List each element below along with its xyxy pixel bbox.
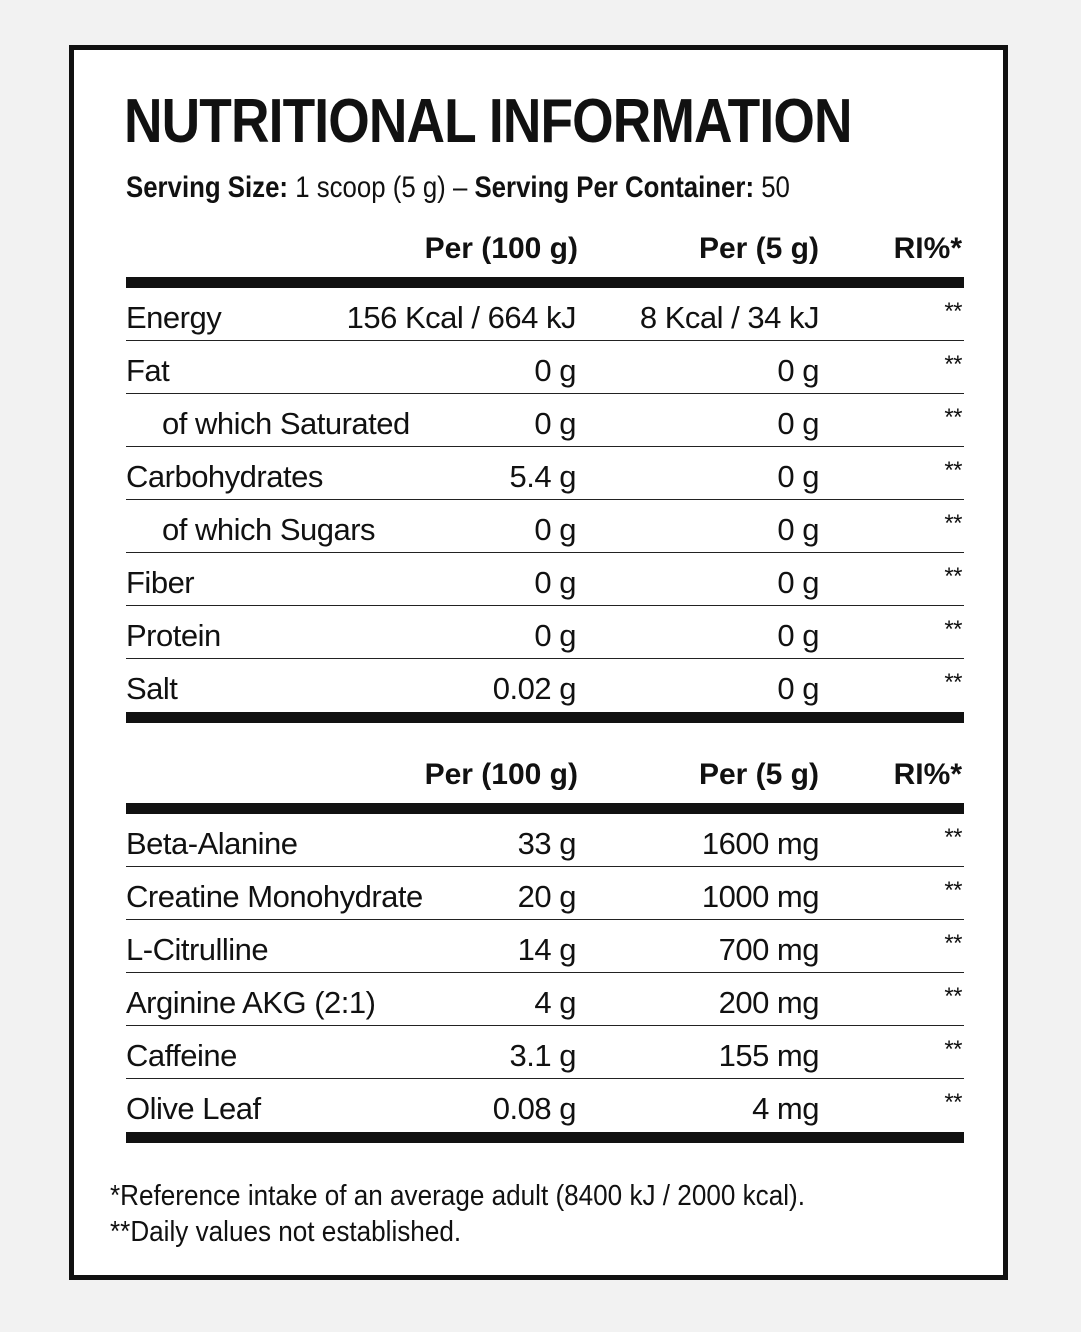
header-per-5g: Per (5 g) bbox=[698, 232, 819, 265]
row-per-100g: 14 g bbox=[517, 932, 576, 967]
nutrition-table-header bbox=[126, 221, 964, 288]
row-ri-percent: ** bbox=[944, 351, 962, 378]
header-per-100g: Per (100 g) bbox=[424, 758, 578, 791]
row-per-100g: 3.1 g bbox=[509, 1038, 576, 1073]
row-per-5g: 8 Kcal / 34 kJ bbox=[639, 300, 819, 335]
table-row bbox=[126, 920, 964, 973]
table-row bbox=[126, 867, 964, 920]
row-name: Beta-Alanine bbox=[126, 826, 298, 861]
row-name: of which Sugars bbox=[162, 512, 376, 547]
row-ri-percent: ** bbox=[944, 877, 962, 904]
row-per-5g: 0 g bbox=[777, 618, 819, 653]
nutrition-table-end-rule bbox=[126, 712, 964, 723]
ingredient-table-body bbox=[126, 814, 964, 1132]
row-per-5g: 200 mg bbox=[718, 985, 819, 1020]
table-row bbox=[126, 500, 964, 553]
row-name: Olive Leaf bbox=[126, 1091, 261, 1126]
serving-info bbox=[126, 168, 790, 208]
row-per-100g: 0 g bbox=[534, 512, 576, 547]
row-per-100g: 0 g bbox=[534, 618, 576, 653]
table-row bbox=[126, 659, 964, 712]
row-ri-percent: ** bbox=[944, 1089, 962, 1116]
row-name: Caffeine bbox=[126, 1038, 237, 1073]
ingredient-table bbox=[126, 747, 964, 1143]
row-ri-percent: ** bbox=[944, 1036, 962, 1063]
serving-per-container-value: 50 bbox=[754, 171, 790, 204]
row-per-5g: 700 mg bbox=[718, 932, 819, 967]
row-per-5g: 0 g bbox=[777, 671, 819, 706]
row-ri-percent: ** bbox=[944, 404, 962, 431]
row-per-100g: 156 Kcal / 664 kJ bbox=[346, 300, 576, 335]
row-per-5g: 155 mg bbox=[718, 1038, 819, 1073]
row-per-5g: 4 mg bbox=[752, 1091, 819, 1126]
row-per-5g: 0 g bbox=[777, 512, 819, 547]
serving-size-value: 1 scoop (5 g) – bbox=[288, 171, 475, 204]
row-name: Salt bbox=[126, 671, 178, 706]
header-per-5g: Per (5 g) bbox=[698, 758, 819, 791]
table-row bbox=[126, 1079, 964, 1132]
row-per-100g: 0.08 g bbox=[492, 1091, 576, 1126]
nutrition-table bbox=[126, 221, 964, 723]
row-per-100g: 33 g bbox=[517, 826, 576, 861]
row-per-5g: 1000 mg bbox=[701, 879, 819, 914]
row-name: of which Saturated bbox=[162, 406, 410, 441]
row-per-5g: 0 g bbox=[777, 459, 819, 494]
row-ri-percent: ** bbox=[944, 616, 962, 643]
row-ri-percent: ** bbox=[944, 930, 962, 957]
row-per-100g: 0 g bbox=[534, 353, 576, 388]
table-row bbox=[126, 553, 964, 606]
footnote-reference-intake: *Reference intake of an average adult (8400 kJ / 2000 kcal). bbox=[110, 1180, 805, 1212]
row-ri-percent: ** bbox=[944, 983, 962, 1010]
row-ri-percent: ** bbox=[944, 510, 962, 537]
serving-size-label: Serving Size: bbox=[126, 171, 289, 204]
table-row bbox=[126, 288, 964, 341]
row-per-100g: 0 g bbox=[534, 565, 576, 600]
table-row bbox=[126, 973, 964, 1026]
row-per-100g: 4 g bbox=[534, 985, 576, 1020]
label-title: NUTRITIONAL INFORMATION bbox=[124, 87, 852, 156]
row-per-100g: 0.02 g bbox=[492, 671, 576, 706]
nutrition-table-body bbox=[126, 288, 964, 712]
row-ri-percent: ** bbox=[944, 669, 962, 696]
table-row bbox=[126, 1026, 964, 1079]
table-row bbox=[126, 447, 964, 500]
row-name: Creatine Monohydrate bbox=[126, 879, 423, 914]
footnote-daily-values: **Daily values not established. bbox=[110, 1216, 462, 1248]
row-ri-percent: ** bbox=[944, 457, 962, 484]
row-ri-percent: ** bbox=[944, 824, 962, 851]
row-per-5g: 0 g bbox=[777, 406, 819, 441]
row-name: Energy bbox=[126, 300, 222, 335]
row-per-100g: 0 g bbox=[534, 406, 576, 441]
ingredient-table-header bbox=[126, 747, 964, 814]
ingredient-table-end-rule bbox=[126, 1132, 964, 1143]
table-row bbox=[126, 606, 964, 659]
row-name: L-Citrulline bbox=[126, 932, 269, 967]
row-ri-percent: ** bbox=[944, 298, 962, 325]
row-name: Fat bbox=[126, 353, 170, 388]
row-name: Fiber bbox=[126, 565, 195, 600]
header-per-100g: Per (100 g) bbox=[424, 232, 578, 265]
nutrition-label-panel bbox=[69, 45, 1008, 1280]
header-ri-percent: RI%* bbox=[893, 232, 962, 265]
table-row bbox=[126, 341, 964, 394]
table-row bbox=[126, 814, 964, 867]
row-per-5g: 0 g bbox=[777, 353, 819, 388]
row-ri-percent: ** bbox=[944, 563, 962, 590]
table-row bbox=[126, 394, 964, 447]
row-name: Protein bbox=[126, 618, 221, 653]
row-per-100g: 20 g bbox=[517, 879, 576, 914]
row-per-5g: 1600 mg bbox=[701, 826, 819, 861]
footnotes bbox=[110, 1178, 805, 1250]
header-ri-percent: RI%* bbox=[893, 758, 962, 791]
row-name: Arginine AKG (2:1) bbox=[126, 985, 376, 1020]
row-name: Carbohydrates bbox=[126, 459, 323, 494]
row-per-5g: 0 g bbox=[777, 565, 819, 600]
row-per-100g: 5.4 g bbox=[509, 459, 576, 494]
serving-per-container-label: Serving Per Container: bbox=[474, 171, 755, 204]
